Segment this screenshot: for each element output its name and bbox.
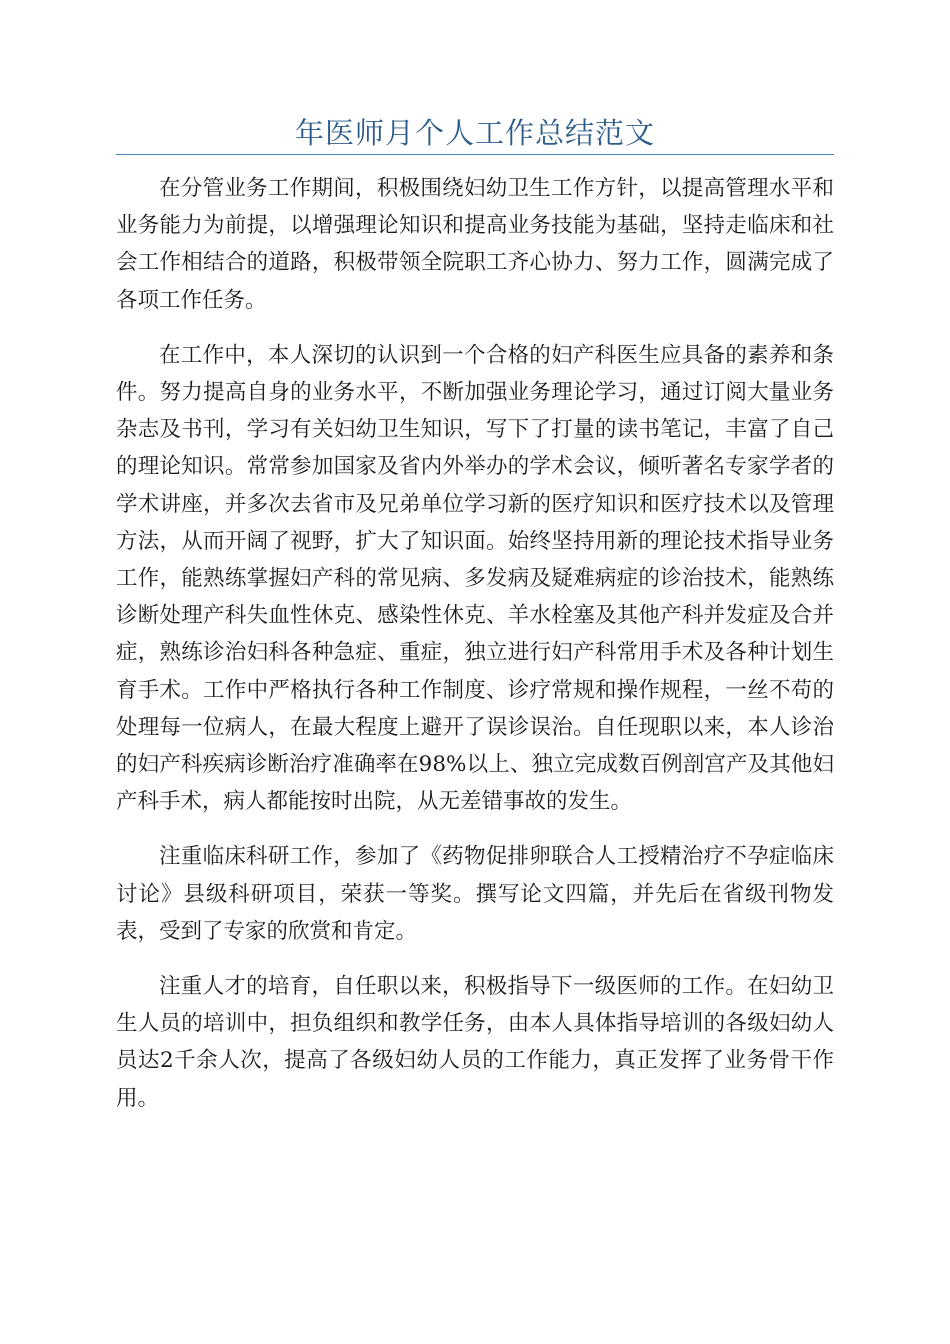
paragraph-3: 注重临床科研工作，参加了《药物促排卵联合人工授精治疗不孕症临床讨论》县级科研项目，荣获一等奖。撰写论文四篇，并先后在省级刊物发表，受到了专家的欣赏和肯定。	[116, 844, 834, 944]
paragraph-4: 注重人才的培育，自任职以来，积极指导下一级医师的工作。在妇幼卫生人员的培训中，担负组织和教学任务，由本人具体指导培训的各级妇幼人员达2千余人次，提高了各级妇幼人员的工作能力，真正发挥了业务骨干作用。	[116, 974, 834, 1111]
paragraph-2: 在工作中，本人深切的认识到一个合格的妇产科医生应具备的素养和条件。努力提高自身的业务水平，不断加强业务理论学习，通过订阅大量业务杂志及书刊，学习有关妇幼卫生知识，写下了打量的读书笔记，丰富了自己的理论知识。常常参加国家及省内外举办的学术会议，倾听著名专家学者的学术讲座，并多次去省市及兄弟单位学习新的医疗知识和医疗技术以及管理方法，从而开阔了视野，扩大了知识面。始终坚持用新的理论技术指导业务工作，能熟练掌握妇产科的常见病、多发病及疑难病症的诊治技术，能熟练诊断处理产科失血性休克、感染性休克、羊水栓塞及其他产科并发症及合并症，熟练诊治妇科各种急症、重症，独立进行妇产科常用手术及各种计划生育手术。工作中严格执行各种工作制度、诊疗常规和操作规程，一丝不苟的处理每一位病人，在最大程度上避开了误诊误治。自任现职以来，本人诊治的妇产科疾病诊断治疗准确率在98%以上、独立完成数百例剖宫产及其他妇产科手术，病人都能按时出院，从无差错事故的发生。	[116, 342, 834, 815]
document-title: 年医师月个人工作总结范文	[294, 116, 655, 150]
paragraph-1: 在分管业务工作期间，积极围绕妇幼卫生工作方针，以提高管理水平和业务能力为前提，以增强理论知识和提高业务技能为基础，坚持走临床和社会工作相结合的道路，积极带领全院职工齐心协力、努力工作，圆满完成了各项工作任务。	[116, 176, 834, 313]
document-body	[116, 170, 834, 1135]
title-underline	[116, 154, 834, 155]
